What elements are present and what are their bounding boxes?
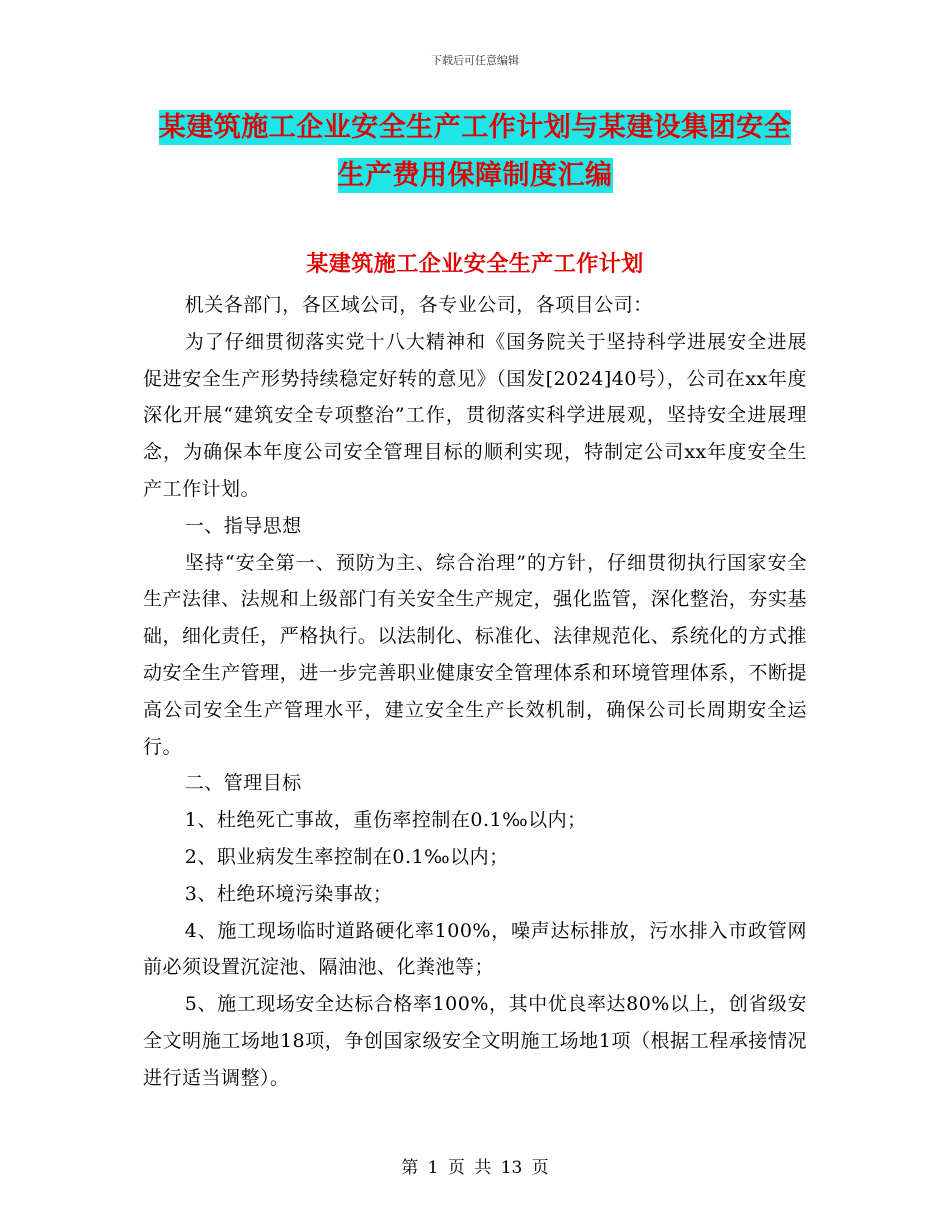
goal-item-5: 5、施工现场安全达标合格率100%，其中优良率达80%以上，创省级安全文明施工场地18项，争创国家级安全文明施工场地1项（根据工程承接情况进行适当调整）。 xyxy=(143,993,807,1089)
document-body xyxy=(143,287,807,1097)
header-note: 下载后可任意编辑 xyxy=(431,54,519,67)
document-title xyxy=(145,104,805,200)
goal-item-2: 2、职业病发生率控制在0.1‰以内； xyxy=(184,845,509,868)
paragraph-salutation: 机关各部门，各区域公司，各专业公司，各项目公司： xyxy=(184,294,653,316)
heading-management-goals: 二、管理目标 xyxy=(184,772,302,795)
goal-item-4: 4、施工现场临时道路硬化率100%，噪声达标排放，污水排入市政管网前必须设置沉淀池、隔油池、化粪池等； xyxy=(143,919,807,979)
goal-item-3: 3、杜绝环境污染事故； xyxy=(184,882,393,905)
document-title-line2: 生产费用保障制度汇编 xyxy=(337,160,613,191)
paragraph-guiding-ideology: 坚持“安全第一、预防为主、综合治理”的方针，仔细贯彻执行国家安全生产法律、法规和上级部门有关安全生产规定，强化监管，深化整治，夯实基础，细化责任，严格执行。以法制化、标准化、法律规范化、系统化的方式推动安全生产管理，进一步完善职业健康安全管理体系和环境管理体系，不断提高公司安全生产管理水平，建立安全生产长效机制，确保公司长周期安全运行。 xyxy=(143,551,807,758)
page-footer: 第 1 页 共 13 页 xyxy=(401,1158,549,1178)
paragraph-intro: 为了仔细贯彻落实党十八大精神和《国务院关于坚持科学进展安全进展促进安全生产形势持续稳定好转的意见》（国发[2024]40号），公司在xx年度深化开展“建筑安全专项整治”工作，贯彻落实科学进展观，坚持安全进展理念，为确保本年度公司安全管理目标的顺利实现，特制定公司xx年度安全生产工作计划。 xyxy=(143,330,807,500)
document-title-line1: 某建筑施工企业安全生产工作计划与某建设集团安全 xyxy=(158,112,792,143)
section-title: 某建筑施工企业安全生产工作计划 xyxy=(306,252,644,277)
heading-guiding-ideology: 一、指导思想 xyxy=(184,514,302,537)
goal-item-1: 1、杜绝死亡事故，重伤率控制在0.1‰以内； xyxy=(184,809,587,832)
